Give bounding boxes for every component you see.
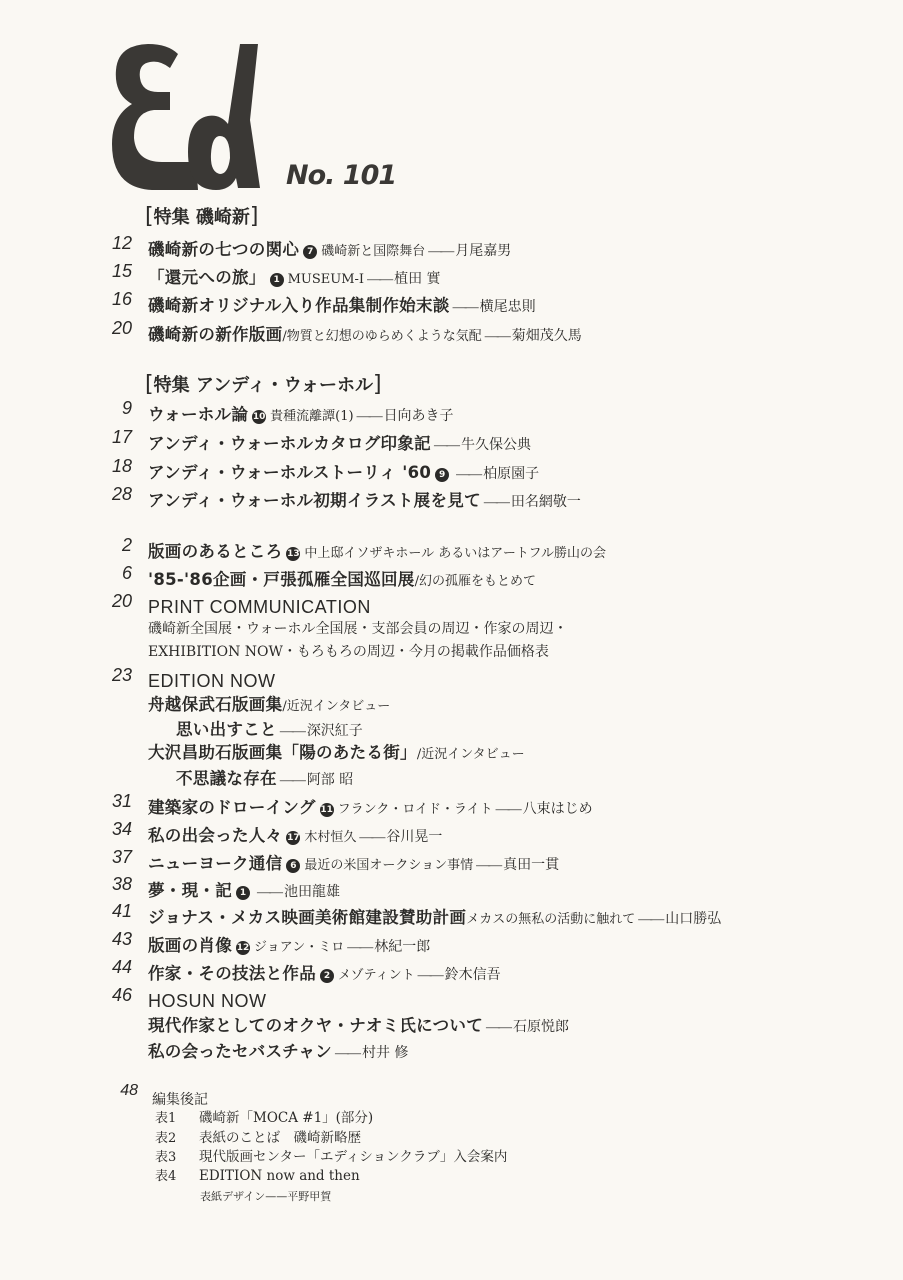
- page-number: 28: [111, 484, 132, 504]
- entry-author: 谷川晃一: [386, 829, 443, 845]
- page-number-wrap: [0, 318, 132, 340]
- page-number-wrap: [0, 847, 132, 869]
- entry-subtitle: /幻の孤雁をもとめて: [414, 574, 536, 589]
- series-number-badge: 17: [287, 833, 300, 843]
- page-number-wrap: [0, 901, 132, 923]
- page-number-wrap: [0, 535, 132, 557]
- page-number: 15: [111, 261, 132, 281]
- page-number-wrap: [0, 261, 132, 283]
- entry-subtitle: /近況インタビュー: [416, 747, 525, 762]
- dash-separator: ——: [486, 1020, 511, 1035]
- toc-entry: [148, 641, 549, 665]
- dash-separator: ——: [359, 830, 384, 845]
- page-number-wrap: [0, 563, 132, 585]
- toc-entry: [0, 427, 531, 451]
- dash-separator: ——: [417, 968, 442, 983]
- entry-author: 日向あき子: [383, 408, 454, 424]
- section-header-isozaki: [特集 磯崎新]: [145, 204, 259, 229]
- toc-entry: [0, 874, 340, 898]
- entry-title: ジョナス・メカス映画美術館建設賛助計画: [148, 908, 467, 927]
- page-number-wrap: [0, 985, 132, 1007]
- entry-author: 鈴木信吾: [444, 967, 501, 983]
- page-number-wrap: [0, 1082, 138, 1104]
- entry-author: 牛久保公典: [460, 437, 531, 453]
- entry-description: 磯崎新全国展・ウォーホル全国展・支部会員の周辺・作家の周辺・: [148, 621, 568, 637]
- page-number: 37: [111, 847, 132, 867]
- page-number: 9: [121, 398, 132, 418]
- page-number: 41: [111, 901, 132, 921]
- toc-entry: [148, 1012, 569, 1036]
- entry-subtitle: フランク・ロイド・ライト: [337, 802, 493, 817]
- page-number-wrap: [0, 289, 132, 311]
- entry-title: 大沢昌助石版画集「陽のあたる街」: [148, 743, 417, 762]
- page-number-wrap: [0, 819, 132, 841]
- entry-subtitle: メカスの無私の活動に触れて: [466, 912, 636, 927]
- dash-separator: ——: [452, 300, 477, 315]
- page-number: 48: [120, 1082, 138, 1099]
- dash-separator: ——: [279, 773, 304, 788]
- entry-title: 私の出会った人々: [148, 826, 283, 845]
- issue-number: No. 101: [286, 160, 397, 191]
- toc-entry: [0, 819, 442, 843]
- series-number-badge: 1: [270, 273, 284, 287]
- cover-text: 磯崎新「MOCA #1」(部分): [199, 1110, 374, 1126]
- ed-logo: [108, 40, 268, 195]
- dash-separator: ——: [356, 409, 381, 424]
- dash-separator: ——: [367, 272, 392, 287]
- entry-title: 現代作家としてのオクヤ・ナオミ氏について: [148, 1016, 484, 1035]
- page-number-wrap: [0, 233, 132, 255]
- entry-subtitle: /物質と幻想のゆらめくような気配: [282, 329, 482, 344]
- page-number: 20: [111, 318, 132, 338]
- toc-entry: [0, 847, 559, 871]
- page-number: 46: [111, 985, 132, 1005]
- entry-title: 作家・その技法と作品: [148, 964, 316, 983]
- series-number-badge: 9: [435, 468, 449, 482]
- page-number-wrap: [0, 791, 132, 813]
- toc-entry: [148, 691, 390, 715]
- entry-author: 菊畑茂久馬: [511, 328, 582, 344]
- page-number: 2: [121, 535, 132, 555]
- entry-title: 私の会ったセバスチャン: [148, 1042, 332, 1061]
- entry-description: EXHIBITION NOW・もろもろの周辺・今月の掲載作品価格表: [148, 644, 549, 660]
- page-number-wrap: [0, 957, 132, 979]
- page-number: 16: [111, 289, 132, 309]
- entry-title: アンディ・ウォーホルカタログ印象記: [148, 434, 431, 453]
- cover-text: 表紙のことば 磯崎新略歴: [199, 1129, 361, 1146]
- toc-entry: [0, 665, 276, 689]
- dash-separator: ——: [484, 329, 509, 344]
- toc-entry: [0, 901, 721, 925]
- entry-title: アンディ・ウォーホル初期イラスト展を見て: [148, 491, 481, 510]
- entry-title: ウォーホル論: [148, 405, 249, 424]
- toc-entry: [0, 535, 606, 559]
- toc-entry: [0, 261, 441, 285]
- toc-entry: [0, 563, 536, 587]
- editors-note-title: 編集後記: [152, 1092, 208, 1108]
- page-number-wrap: [0, 398, 132, 420]
- series-number-badge: 12: [236, 943, 250, 953]
- toc-entry: [0, 233, 511, 257]
- dash-separator: ——: [476, 858, 501, 873]
- series-number-badge: 6: [286, 859, 300, 873]
- page-number: 20: [111, 591, 132, 611]
- entry-title: 磯崎新オリジナル入り作品集制作始末談: [148, 296, 450, 315]
- entry-title: 「還元への旅」: [148, 268, 266, 287]
- dash-separator: ——: [456, 467, 481, 482]
- entry-author: 阿部 昭: [306, 772, 354, 788]
- toc-entry: [0, 791, 593, 815]
- dash-separator: ——: [347, 940, 372, 955]
- cover-design-credit: [200, 1188, 331, 1212]
- dash-separator: ——: [433, 438, 458, 453]
- page-number-wrap: [0, 874, 132, 896]
- toc-entry: [176, 765, 353, 789]
- section-header-warhol: [特集 アンディ・ウォーホル]: [145, 372, 382, 397]
- entry-title: EDITION NOW: [148, 671, 276, 691]
- series-number-badge: 13: [287, 549, 300, 559]
- entry-title: HOSUN NOW: [148, 991, 267, 1011]
- toc-entry: [0, 289, 536, 313]
- page-number: 18: [111, 456, 132, 476]
- entry-author: 真田一貫: [503, 857, 560, 873]
- toc-entry: [176, 716, 363, 740]
- page-number-wrap: [0, 456, 132, 478]
- page-number: 31: [111, 791, 132, 811]
- cover-label: 表1: [155, 1111, 177, 1126]
- entry-subtitle: ジョアン・ミロ: [254, 940, 345, 955]
- entry-author: 山口勝弘: [665, 911, 722, 927]
- entry-subtitle: 最近の米国オークション事情: [304, 858, 474, 873]
- entry-title: 不思議な存在: [176, 769, 277, 788]
- toc-entry: [0, 318, 582, 342]
- entry-title: '85-'86企画・戸張孤雁全国巡回展: [148, 570, 415, 589]
- entry-subtitle: MUSEUM-I: [287, 272, 365, 287]
- entry-author: 村井 修: [361, 1045, 409, 1061]
- entry-author: 横尾忠則: [479, 299, 536, 315]
- dash-separator: ——: [279, 724, 304, 739]
- entry-title: 思い出すこと: [176, 720, 277, 739]
- page-number-wrap: [0, 929, 132, 951]
- series-number-badge: 2: [320, 969, 334, 983]
- toc-entry: [0, 985, 267, 1009]
- cover-note-row: [155, 1165, 360, 1189]
- series-number-badge: 11: [320, 805, 333, 815]
- entry-title: ニューヨーク通信: [148, 854, 283, 873]
- entry-author: 林紀一郎: [374, 939, 431, 955]
- cover-label: 表3: [155, 1150, 177, 1165]
- toc-entry: [0, 484, 581, 508]
- entry-author: 八束はじめ: [522, 801, 593, 817]
- entry-title: 磯崎新の新作版画: [148, 325, 283, 344]
- entry-author: 月尾嘉男: [455, 243, 512, 259]
- cover-label: 表4: [155, 1168, 177, 1184]
- page-number: 38: [111, 874, 132, 894]
- entry-author: 池田龍雄: [284, 884, 340, 900]
- entry-author: 石原悦郎: [513, 1019, 570, 1035]
- page-number: 34: [111, 819, 132, 839]
- entry-title: 版画の肖像: [148, 936, 232, 955]
- dash-separator: ——: [257, 885, 281, 900]
- entry-title: 磯崎新の七つの関心: [148, 240, 300, 259]
- toc-entry: [148, 618, 567, 642]
- entry-subtitle: 中上邸イソザキホール あるいはアートフル勝山の会: [304, 546, 606, 561]
- toc-entry: [0, 929, 430, 953]
- entry-subtitle: /近況インタビュー: [282, 699, 391, 714]
- toc-entry: [148, 739, 525, 763]
- cover-text: EDITION now and then: [199, 1167, 360, 1184]
- page-number-wrap: [0, 484, 132, 506]
- dash-separator: ——: [638, 912, 663, 927]
- dash-separator: ——: [483, 495, 508, 510]
- entry-title: アンディ・ウォーホルストーリィ '60: [148, 463, 432, 482]
- entry-title: 舟越保武石版画集: [148, 695, 283, 714]
- page-number: 23: [111, 665, 132, 685]
- entry-author: 植田 實: [394, 271, 441, 287]
- series-number-badge: 10: [252, 412, 266, 422]
- entry-author: 柏原園子: [483, 466, 540, 482]
- page-number-wrap: [0, 591, 132, 613]
- dash-separator: ——: [428, 244, 453, 259]
- entry-title: 夢・現・記: [148, 881, 232, 900]
- series-number-badge: 7: [303, 245, 317, 259]
- page-number-wrap: [0, 665, 132, 687]
- page-number: 17: [111, 427, 132, 447]
- toc-entry: [0, 456, 539, 480]
- series-number-badge: 1: [236, 886, 250, 900]
- cover-label: 表2: [155, 1130, 177, 1146]
- entry-subtitle: 木村恒久: [304, 830, 357, 845]
- entry-title: PRINT COMMUNICATION: [148, 597, 371, 617]
- dash-separator: ——: [495, 802, 520, 817]
- credit-text: 表紙デザイン——平野甲賀: [200, 1190, 332, 1203]
- dash-separator: ——: [334, 1046, 359, 1061]
- entry-subtitle: 磯崎新と国際舞台: [321, 244, 426, 259]
- entry-author: 深沢紅子: [306, 723, 363, 739]
- cover-text: 現代版画センター「エディションクラブ」入会案内: [199, 1149, 508, 1165]
- entry-title: 版画のあるところ: [148, 542, 283, 561]
- entry-subtitle: 貴種流離譚(1): [270, 409, 354, 424]
- toc-entry: [0, 398, 454, 422]
- toc-entry: [148, 1038, 408, 1062]
- page-number: 6: [121, 563, 132, 583]
- page-number: 43: [111, 929, 132, 949]
- editors-note-row: [0, 1082, 208, 1106]
- page-number-wrap: [0, 427, 132, 449]
- toc-entry: [0, 591, 371, 615]
- entry-title: 建築家のドローイング: [148, 798, 316, 817]
- page-number: 44: [111, 957, 132, 977]
- entry-author: 田名網敬一: [510, 494, 581, 510]
- toc-entry: [0, 957, 501, 981]
- page-number: 12: [111, 233, 132, 253]
- entry-subtitle: メゾティント: [338, 968, 415, 983]
